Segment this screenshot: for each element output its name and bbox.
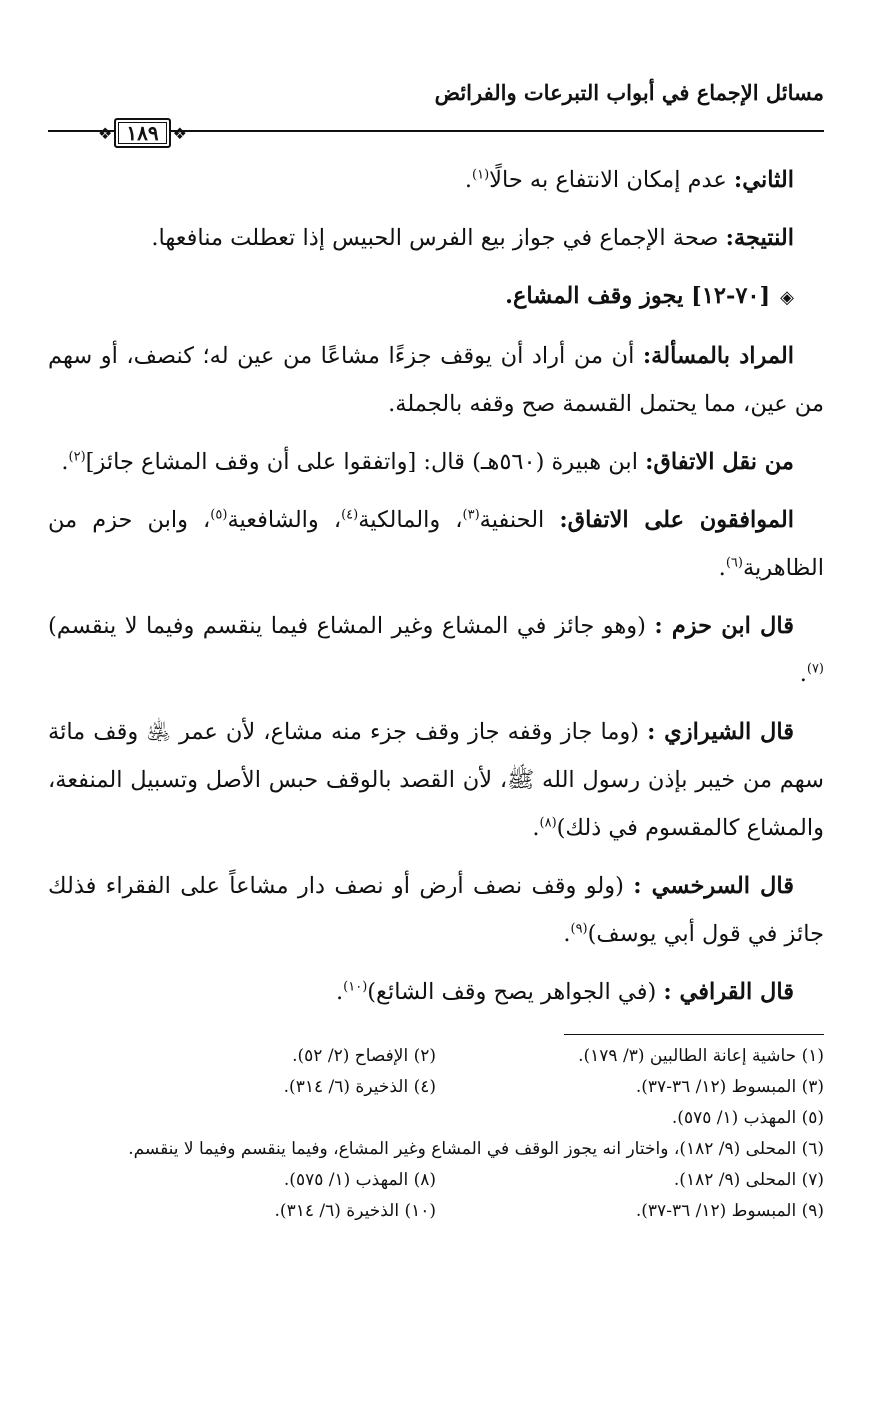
quote-text: (ولو وقف نصف أرض أو نصف دار مشاعاً على الفقراء فذلك جائز في قول أبي يوسف) bbox=[48, 873, 824, 947]
footnote-row bbox=[48, 1134, 824, 1165]
footnote: (٩) المبسوط (١٢/ ٣٦-٣٧). bbox=[635, 1201, 824, 1221]
paragraph: الثاني: عدم إمكان الانتفاع به حالًا$^{(١)}$. bbox=[464, 167, 794, 193]
footnote-ref[interactable]: (٧) bbox=[806, 661, 824, 677]
term-label: من نقل الاتفاق: bbox=[645, 449, 794, 475]
quote-text: (وما جاز وقفه جاز وقف جزء منه مشاع، لأن عمر ﵁ وقف مائة سهم من خيبر بإذن رسول الله ﷺ، لأن القصد بالوقف حبس الأصل وتسبيل المنفعة، والمشاع كالمقسوم في ذلك) bbox=[48, 719, 824, 841]
main-text bbox=[48, 156, 824, 1016]
footnotes bbox=[48, 1041, 824, 1227]
footnote-row bbox=[48, 1196, 824, 1227]
paragraph: قال الشيرازي : (وما جاز وقفه جاز وقف جزء منه مشاع، لأن عمر ﵁ وقف مائة سهم من خيبر بإذن رسول الله ﷺ، لأن القصد بالوقف حبس الأصل وتسبيل المنفعة، والمشاع كالمقسوم في ذلك)$^{(٨)}$. bbox=[48, 719, 824, 841]
paragraph bbox=[48, 332, 824, 428]
paragraph-text: أن من أراد أن يوقف جزءًا مشاعًا من عين له؛ كنصف، أو سهم من عين، مما يحتمل القسمة صح وقفه بالجملة. bbox=[48, 343, 824, 417]
term-label: قال ابن حزم : bbox=[654, 613, 794, 639]
paragraph: قال القرافي : (في الجواهر يصح وقف الشائع)$^{(١٠)}$. bbox=[336, 979, 794, 1005]
footnote: (٣) المبسوط (١٢/ ٣٦-٣٧). bbox=[635, 1077, 824, 1097]
footnote: (٦) المحلى (٩/ ١٨٢)، واختار انه يجوز الوقف في المشاع وغير المشاع، وفيما ينقسم وفيما لا ينقسم. bbox=[128, 1139, 824, 1159]
footnote-row bbox=[48, 1165, 824, 1196]
footnote-ref[interactable]: (١٠) bbox=[343, 979, 368, 995]
quote-text: (في الجواهر يصح وقف الشائع) bbox=[367, 979, 657, 1005]
footnote-ref[interactable]: (٢) bbox=[68, 449, 86, 465]
paragraph-text: صحة الإجماع في جواز بيع الفرس الحبيس إذا تعطلت منافعها. bbox=[151, 225, 719, 251]
term-label: الثاني: bbox=[733, 167, 794, 193]
term-label: قال الشيرازي : bbox=[647, 719, 794, 745]
term-label: قال القرافي : bbox=[663, 979, 794, 1005]
footnote: (١) حاشية إعانة الطالبين (٣/ ١٧٩). bbox=[578, 1046, 824, 1066]
footnote: (٧) المحلى (٩/ ١٨٢). bbox=[673, 1170, 824, 1190]
footnote-ref[interactable]: (١) bbox=[472, 167, 490, 183]
document-page bbox=[48, 70, 824, 1390]
running-header bbox=[48, 70, 824, 145]
footnote-row bbox=[48, 1103, 824, 1134]
section-heading bbox=[48, 272, 824, 322]
footnote-row bbox=[48, 1041, 824, 1072]
footnote-ref[interactable]: (٦) bbox=[725, 555, 743, 571]
ornament-icon: ❖ bbox=[98, 123, 113, 143]
quote-text: (وهو جائز في المشاع وغير المشاع فيما ينقسم وفيما لا ينقسم) bbox=[48, 613, 646, 639]
footnote-ref[interactable]: (٣) bbox=[462, 507, 480, 523]
footnote-row bbox=[48, 1072, 824, 1103]
heading-text: [٧٠-١٢] يجوز وقف المشاع. bbox=[505, 283, 771, 309]
header-title: مسائل الإجماع في أبواب التبرعات والفرائض bbox=[434, 80, 824, 105]
term-label: النتيجة: bbox=[725, 225, 794, 251]
footnote-ref[interactable]: (٤) bbox=[341, 507, 359, 523]
footnote: (٢) الإفصاح (٢/ ٥٢). bbox=[292, 1046, 436, 1066]
term-label: قال السرخسي : bbox=[633, 873, 795, 899]
paragraph bbox=[48, 214, 824, 262]
paragraph: قال ابن حزم : (وهو جائز في المشاع وغير المشاع فيما ينقسم وفيما لا ينقسم)$^{(٧)}$. bbox=[48, 613, 824, 687]
paragraph-text: ابن هبيرة (٥٦٠هـ) قال: [واتفقوا على أن وقف المشاع جائز] bbox=[85, 449, 638, 475]
term-label: المراد بالمسألة: bbox=[642, 343, 795, 369]
page-number: ١٨٩ bbox=[114, 118, 170, 148]
paragraph: من نقل الاتفاق: ابن هبيرة (٥٦٠هـ) قال: [واتفقوا على أن وقف المشاع جائز]$^{(٢)}$. bbox=[61, 449, 794, 475]
ornament-icon: ❖ bbox=[172, 123, 187, 143]
footnote-ref[interactable]: (٥) bbox=[210, 507, 228, 523]
paragraph-text: عدم إمكان الانتفاع به حالًا bbox=[489, 167, 727, 193]
footnote: (٤) الذخيرة (٦/ ٣١٤). bbox=[283, 1077, 436, 1097]
diamond-icon: ◈ bbox=[780, 287, 794, 308]
paragraph: الموافقون على الاتفاق: الحنفية$^{(٣)}$، والمالكية$^{(٤)}$، والشافعية$^{(٥)}$، وابن حزم من الظاهرية$^{(٦)}$. bbox=[48, 507, 824, 581]
footnote-separator bbox=[564, 1034, 824, 1035]
footnote-ref[interactable]: (٩) bbox=[570, 921, 588, 937]
term-label: الموافقون على الاتفاق: bbox=[559, 507, 794, 533]
page-number-box bbox=[96, 118, 189, 148]
footnote-ref[interactable]: (٨) bbox=[539, 815, 557, 831]
footnote: (٨) المهذب (١/ ٥٧٥). bbox=[283, 1170, 436, 1190]
footnote: (١٠) الذخيرة (٦/ ٣١٤). bbox=[274, 1201, 436, 1221]
footnote: (٥) المهذب (١/ ٥٧٥). bbox=[671, 1108, 824, 1128]
paragraph: قال السرخسي : (ولو وقف نصف أرض أو نصف دار مشاعاً على الفقراء فذلك جائز في قول أبي يوسف)$^{(٩)}$. bbox=[48, 873, 824, 947]
